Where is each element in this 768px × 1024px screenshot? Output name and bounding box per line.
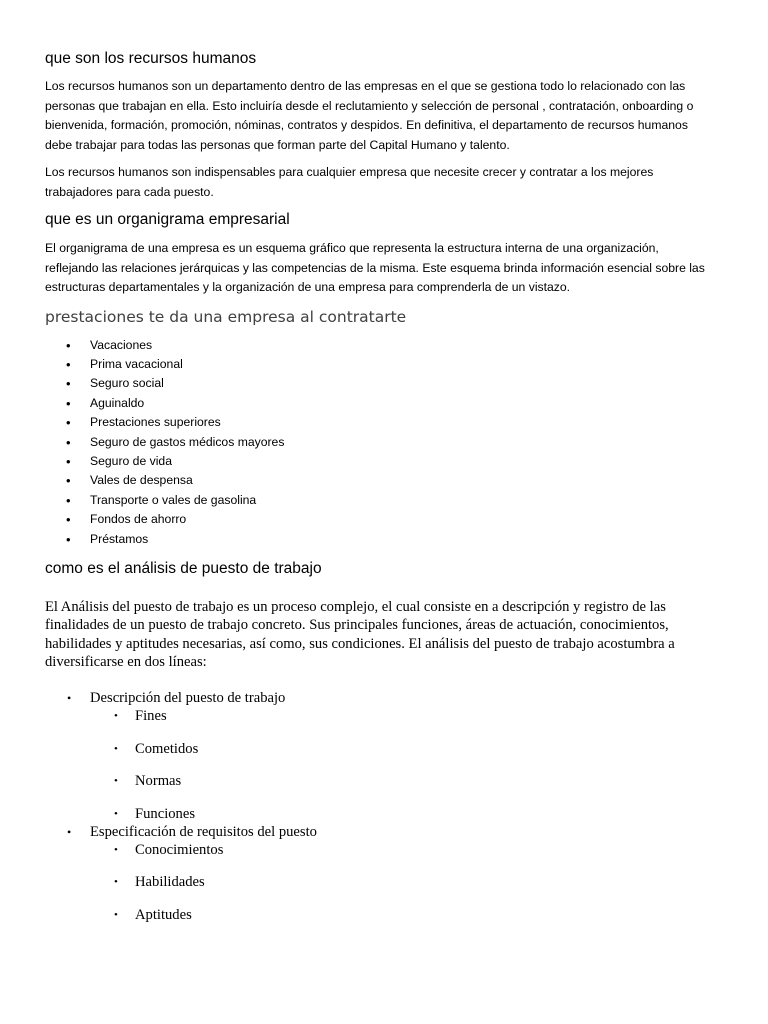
especificacion-sublist [90, 841, 723, 924]
list-item: • Seguro social [90, 374, 723, 393]
list-item: • Aguinaldo [90, 394, 723, 413]
list-item: • Prestaciones superiores [90, 413, 723, 432]
list-item: • Cometidos [135, 740, 723, 758]
list-item: • Seguro de vida [90, 452, 723, 471]
list-item: • Préstamos [90, 530, 723, 549]
list-item: • Habilidades [135, 873, 723, 891]
heading-prestaciones: prestaciones te da una empresa al contratarte [45, 307, 407, 326]
list-item: • Normas [135, 772, 723, 790]
analisis-lines-list [45, 689, 723, 924]
list-item: • Funciones [135, 805, 723, 823]
list-item-descripcion: • Descripción del puesto de trabajo • Fines • Cometidos • Normas • Funciones [90, 689, 723, 823]
list-item: • Vales de despensa [90, 471, 723, 490]
paragraph-organigrama: El organigrama de una empresa es un esquema gráfico que representa la estructura interna de una organización, reflejando las relaciones jerárquicas y las competencias de la misma. Este esquema brinda información esencial sobre las estructuras departamentales y la organización de una empresa para comprenderla de un vistazo. [45, 241, 705, 294]
list-item-especificacion: • Especificación de requisitos del puesto • Conocimientos • Habilidades • Aptitudes [90, 823, 723, 924]
paragraph-analisis-puesto: El Análisis del puesto de trabajo es un proceso complejo, el cual consiste en a descripción y registro de las finalidades de un puesto de trabajo concreto. Sus principales funciones, áreas de actuación, conocimientos, habilidades y aptitudes necesarias, así como, sus condiciones. El análisis del puesto de trabajo acostumbra a diversificarse en dos líneas: [45, 598, 675, 670]
heading-organigrama: que es un organigrama empresarial [45, 211, 290, 228]
list-item: • Fines [135, 707, 723, 725]
list-item: • Fondos de ahorro [90, 510, 723, 529]
descripcion-sublist [90, 707, 723, 823]
list-item: • Vacaciones [90, 336, 723, 355]
list-item: • Seguro de gastos médicos mayores [90, 433, 723, 452]
list-item: • Prima vacacional [90, 355, 723, 374]
list-item: • Transporte o vales de gasolina [90, 491, 723, 510]
prestaciones-list [45, 336, 723, 549]
paragraph-recursos-humanos-importance: Los recursos humanos son indispensables para cualquier empresa que necesite crecer y contratar a los mejores trabajadores para cada puesto. [45, 165, 654, 199]
list-item: • Conocimientos [135, 841, 723, 859]
list-item: • Aptitudes [135, 906, 723, 924]
heading-recursos-humanos: que son los recursos humanos [45, 50, 257, 67]
heading-analisis-puesto: como es el análisis de puesto de trabajo [45, 559, 322, 577]
paragraph-recursos-humanos-definition: Los recursos humanos son un departamento dentro de las empresas en el que se gestiona todo lo relacionado con las personas que trabajan en ella. Esto incluiría desde el reclutamiento y selección de personal , contratación, onboarding o bienvenida, formación, promoción, nóminas, contratos y despidos. En definitiva, el departamento de recursos humanos debe trabajar para todas las personas que forman parte del Capital Humano y talento. [45, 79, 694, 152]
